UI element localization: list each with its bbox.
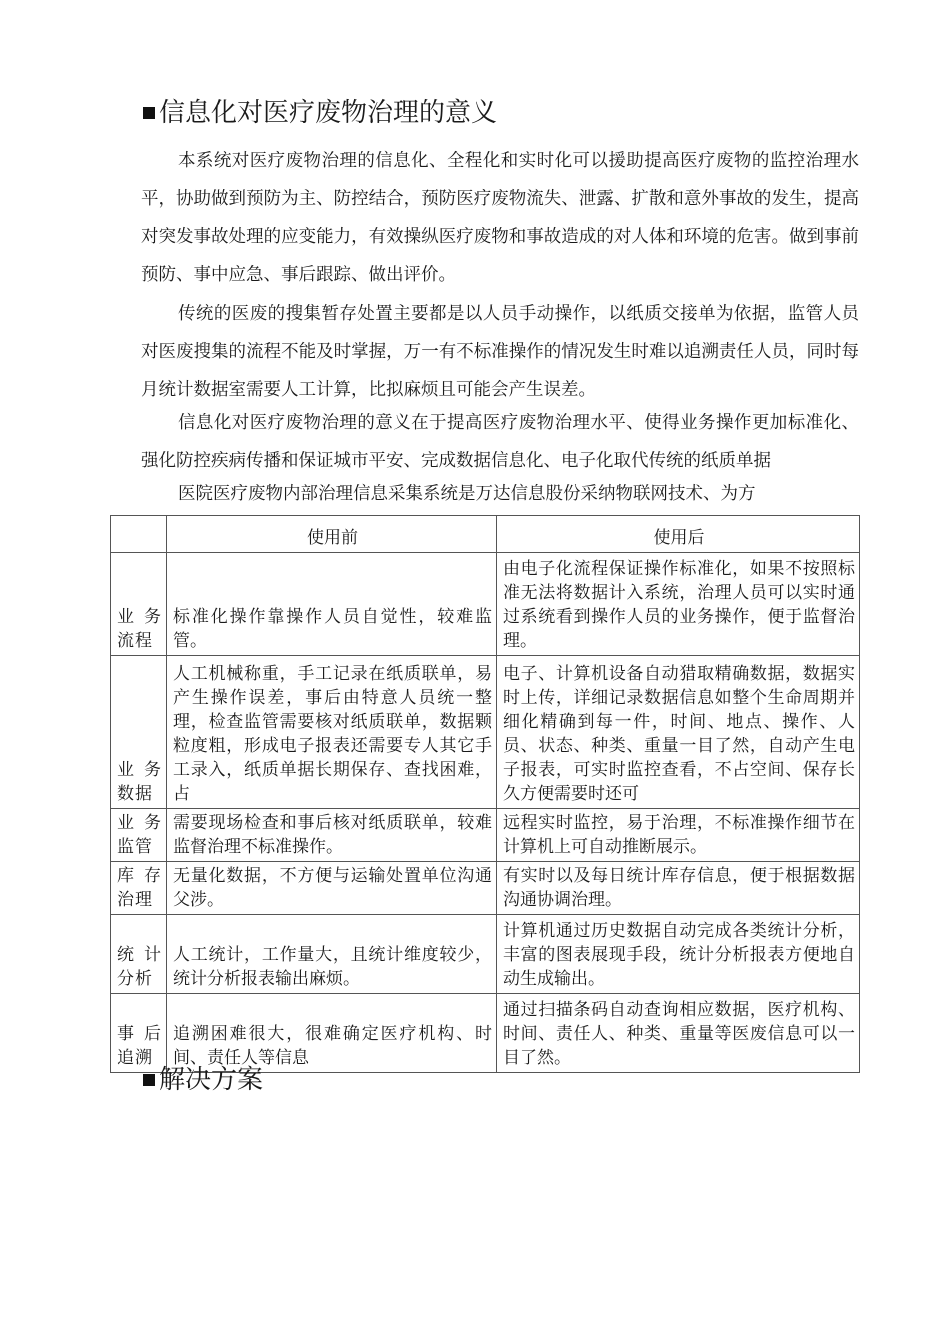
table-row bbox=[111, 915, 860, 994]
header-before: 使用前 bbox=[167, 516, 497, 553]
paragraph-2: 传统的医废的搜集暂存处置主要都是以人员手动操作，以纸质交接单为依据，监管人员对医废搜集的流程不能及时掌握，万一有不标准操作的情况发生时难以追溯责任人员，同时每月统计数据室需要人工计算，比拟麻烦且可能会产生误差。 bbox=[141, 304, 859, 400]
table-row bbox=[111, 994, 860, 1073]
cell-before: 需要现场检查和事后核对纸质联单，较难监督治理不标准操作。 bbox=[167, 809, 497, 862]
cell-after: 由电子化流程保证操作标准化，如果不按照标准无法将数据计入系统，治理人员可以实时通过系统看到操作人员的业务操作，便于监督治理。 bbox=[497, 553, 860, 656]
paragraph-1: 本系统对医疗废物治理的信息化、全程化和实时化可以援助提高医疗废物的监控治理水平，协助做到预防为主、防控结合，预防医疗废物流失、泄露、扩散和意外事故的发生，提高对突发事故处理的应变能力，有效操纵医疗废物和事故造成的对人体和环境的危害。做到事前预防、事中应急、事后跟踪、做出评价。 bbox=[141, 151, 859, 285]
header-corner bbox=[111, 516, 167, 553]
row-label: 业务监管 bbox=[111, 809, 167, 862]
row-label: 业务数据 bbox=[111, 656, 167, 809]
header-after: 使用后 bbox=[497, 516, 860, 553]
cell-after: 通过扫描条码自动查询相应数据，医疗机构、时间、责任人、种类、重量等医废信息可以一目了然。 bbox=[497, 994, 860, 1073]
cell-after: 远程实时监控，易于治理，不标准操作细节在计算机上可自动推断展示。 bbox=[497, 809, 860, 862]
paragraph-3: 信息化对医疗废物治理的意义在于提高医疗废物治理水平、使得业务操作更加标准化、强化防控疾病传播和保证城市平安、完成数据信息化、电子化取代传统的纸质单据 bbox=[141, 413, 859, 471]
cell-before bbox=[167, 656, 497, 809]
cell-after: 计算机通过历史数据自动完成各类统计分析，丰富的图表展现手段，统计分析报表方便地自动生成输出。 bbox=[497, 915, 860, 994]
row-label: 统计分析 bbox=[111, 915, 167, 994]
table-row bbox=[111, 862, 860, 915]
square-bullet-icon bbox=[143, 107, 155, 119]
section-heading-solution bbox=[143, 1064, 263, 1096]
cell-before-text: 人工机械称重，手工记录在纸质联单，易产生操作误差，事后由特意人员统一整理，检查监管需要核对纸质联单，数据颗粒度粗，形成电子报表还需要专人其它手工录入，纸质单据长期保存、查找困难，占 bbox=[173, 664, 492, 804]
cell-after bbox=[497, 656, 860, 809]
table-row bbox=[111, 809, 860, 862]
cell-before: 人工统计，工作量大，且统计维度较少，统计分析报表输出麻烦。 bbox=[167, 915, 497, 994]
row-label: 库存治理 bbox=[111, 862, 167, 915]
heading-text: 信息化对医疗废物治理的意义 bbox=[159, 98, 498, 128]
cell-after: 有实时以及每日统计库存信息，便于根据数据沟通协调治理。 bbox=[497, 862, 860, 915]
square-bullet-icon bbox=[143, 1074, 155, 1086]
comparison-table bbox=[110, 515, 860, 1073]
heading-text: 解决方案 bbox=[159, 1065, 264, 1095]
table-row bbox=[111, 656, 860, 809]
section-heading-significance bbox=[143, 97, 497, 129]
cell-before: 无量化数据，不方便与运输处置单位沟通父涉。 bbox=[167, 862, 497, 915]
cell-before: 追溯困难很大，很难确定医疗机构、时间、责任人等信息 bbox=[167, 994, 497, 1073]
cell-after-text: 电子、计算机设备自动猎取精确数据，数据实时上传，详细记录数据信息如整个生命周期并细化精确到每一件，时间、地点、操作、人员、状态、种类、重量一目了然，自动产生电子报表，可实时监控查看，不占空间、保存长久方便需要时还可 bbox=[503, 664, 855, 804]
table-header-row bbox=[111, 516, 860, 553]
row-label: 事后追溯 bbox=[111, 994, 167, 1073]
table-row bbox=[111, 553, 860, 656]
cell-before: 标准化操作靠操作人员自觉性，较难监管。 bbox=[167, 553, 497, 656]
paragraph-4: 医院医疗废物内部治理信息采集系统是万达信息股份采纳物联网技术、为方 bbox=[178, 484, 756, 504]
row-label: 业务流程 bbox=[111, 553, 167, 656]
